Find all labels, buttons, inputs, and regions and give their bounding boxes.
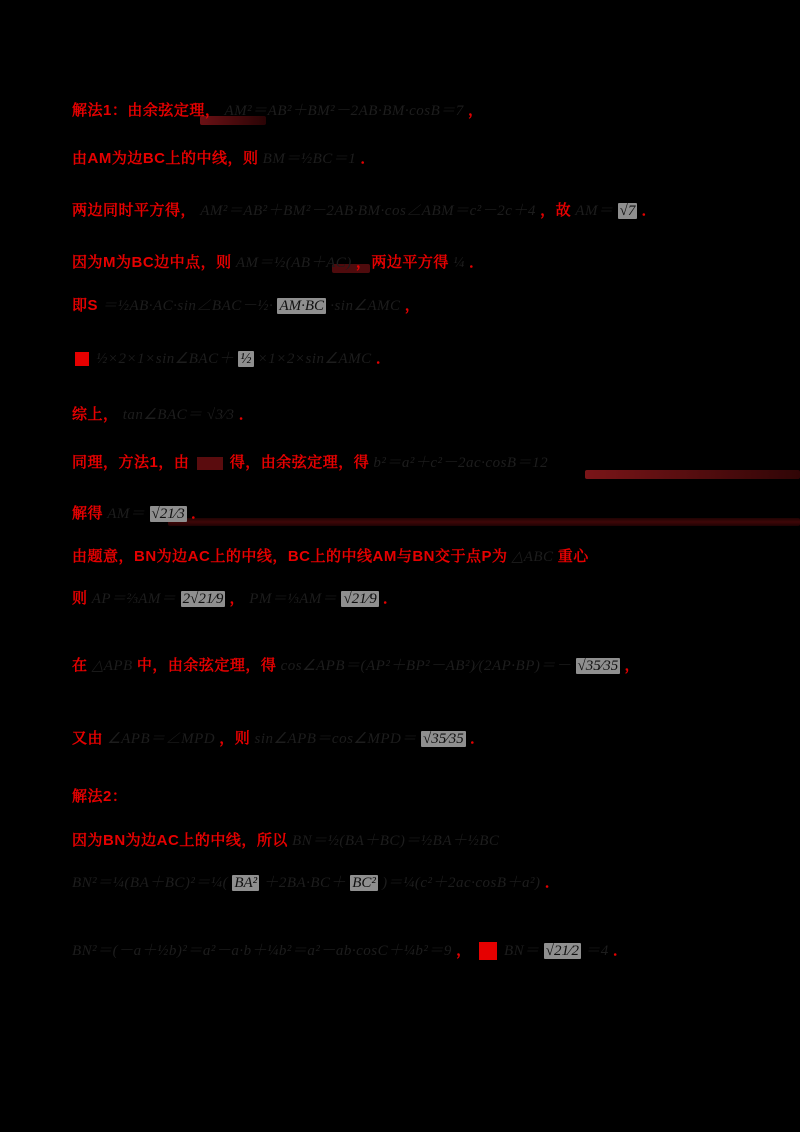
red-punctuation: ． [375,350,392,367]
red-punctuation: ． [238,406,255,423]
solution-line-4 [72,252,485,274]
formula-gray-patch: √21⁄3 [151,506,185,522]
red-punctuation: ． [641,202,658,219]
red-annotation: 解法1：由余弦定理， [72,102,221,119]
formula-gray-patch: √35⁄35 [423,731,464,747]
solution-line-9 [72,503,206,525]
solution-line-17 [72,940,628,962]
formula-text: ＋2BA·BC＋ [263,875,347,891]
formula-text: BM＝½BC＝1 [262,151,357,167]
solution-line-3 [72,200,657,222]
solution-line-12 [72,655,640,677]
red-annotation: 由题意，BN为边AC上的中线，BC上的中线AM与BN交于点P为 [72,548,508,565]
formula-text: AP＝⅔AM＝ [91,591,177,607]
red-punctuation: ． [469,254,485,271]
red-punctuation: ． [190,505,207,522]
formula-gray-patch: √21⁄9 [343,591,377,607]
red-punctuation: ， [229,590,246,607]
formula-gray-patch: √7 [619,203,636,219]
solution-line-6 [72,348,391,370]
red-blot-block [197,457,223,470]
formula-gray-patch: √21⁄2 [545,943,580,959]
formula-text: AM²＝AB²＋BM²－2AB·BM·cosB＝7 [224,103,464,119]
formula-gray-patch: 2√21⁄9 [182,591,224,607]
red-punctuation: ． [360,150,376,167]
red-punctuation: ， [624,657,640,674]
formula-text: AM＝ [575,203,614,219]
red-punctuation: ． [544,874,561,891]
formula-text: ＝4 [585,943,609,959]
formula-text: △ABC [511,549,554,565]
formula-gray-patch: √35⁄35 [577,658,619,674]
formula-text: BN²＝¼(BA＋BC)²＝¼( [72,875,229,891]
red-punctuation: ． [382,590,399,607]
formula-text: BN²＝(－a＋½b)²＝a²－a·b＋¼b²＝a²－ab·cosC＋¼b²＝9 [72,943,452,959]
formula-text: ＝½AB·AC·sin∠BAC－½· [102,298,274,314]
solution-line-7 [72,404,254,426]
formula-text: AM＝ [107,506,146,522]
red-annotation: ，两边平方得 [355,254,449,271]
red-square-mark [479,942,497,960]
red-punctuation: ， [456,942,472,959]
formula-text: ×1×2×sin∠AMC [257,351,372,367]
solution-line-15 [72,830,499,852]
formula-text: cos∠APB＝(AP²＋BP²－AB²)⁄(2AP·BP)＝－ [280,658,572,674]
solution-line-11 [72,588,398,610]
red-annotation: 由AM为边BC上的中线，则 [72,150,259,167]
formula-text: )＝¼(c²＋2ac·cosB＋a²) [382,875,541,891]
red-punctuation: ， [467,102,484,119]
solution-line-5 [72,295,420,317]
solution-line-8 [72,452,548,474]
solution-line-13 [72,728,485,750]
solution-line-1 [72,100,483,122]
formula-text: BN＝½(BA＋BC)＝½BA＋½BC [292,833,500,849]
formula-gray-patch: ½ [240,351,252,367]
red-annotation: ，则 [219,730,251,747]
red-square-mark [75,352,89,366]
red-punctuation: ． [612,942,629,959]
formula-text: ·sin∠AMC [330,298,401,314]
formula-text: ∠APB＝∠MPD [107,731,216,747]
formula-fraction: √3⁄3 [206,407,235,423]
solution-line-2 [72,148,376,170]
red-annotation: 综上， [72,406,119,423]
red-annotation: 解法2： [72,788,128,805]
solution-line-16 [72,872,560,894]
red-annotation: 两边同时平方得， [72,202,197,219]
formula-text: ½×2×1×sin∠BAC＋ [96,351,235,367]
formula-text: tan∠BAC＝ [122,407,203,423]
formula-text: b²＝a²＋c²－2ac·cosB＝12 [373,455,549,471]
formula-text: △APB [91,658,133,674]
formula-gray-patch: BA² [234,875,258,891]
formula-text: sin∠APB＝cos∠MPD＝ [254,731,417,747]
red-annotation: 解得 [72,505,104,522]
red-underline-strip-2 [585,470,800,479]
red-underline-strip-3 [168,518,800,526]
formula-text: AM²＝AB²＋BM²－2AB·BM·cos∠ABM＝c²－2c＋4 [200,203,536,219]
formula-text: ¼ [453,255,465,271]
red-annotation: 在 [72,657,88,674]
formula-gray-patch: BC² [352,875,376,891]
red-annotation: 因为BN为边AC上的中线，所以 [72,832,288,849]
red-annotation: ，故 [540,202,572,219]
solution-line-10 [72,546,589,568]
red-annotation: 因为M为BC边中点，则 [72,254,232,271]
red-punctuation: ． [469,730,486,747]
red-annotation: 中，由余弦定理，得 [136,657,277,674]
red-annotation: 则 [72,590,88,607]
formula-text: AM＝½(AB＋AC) [235,255,352,271]
formula-gray-patch: AM·BC [279,298,325,314]
red-annotation: 得，由余弦定理，得 [229,454,370,471]
formula-text: BN＝ [503,943,540,959]
red-annotation: 重心 [557,548,589,565]
red-annotation: 又由 [72,730,104,747]
red-punctuation: ， [404,297,421,314]
red-annotation: 即S [72,297,99,314]
solution-line-14 [72,786,127,808]
formula-text: PM＝⅓AM＝ [249,591,338,607]
red-annotation: 同理，方法1，由 [72,454,190,471]
